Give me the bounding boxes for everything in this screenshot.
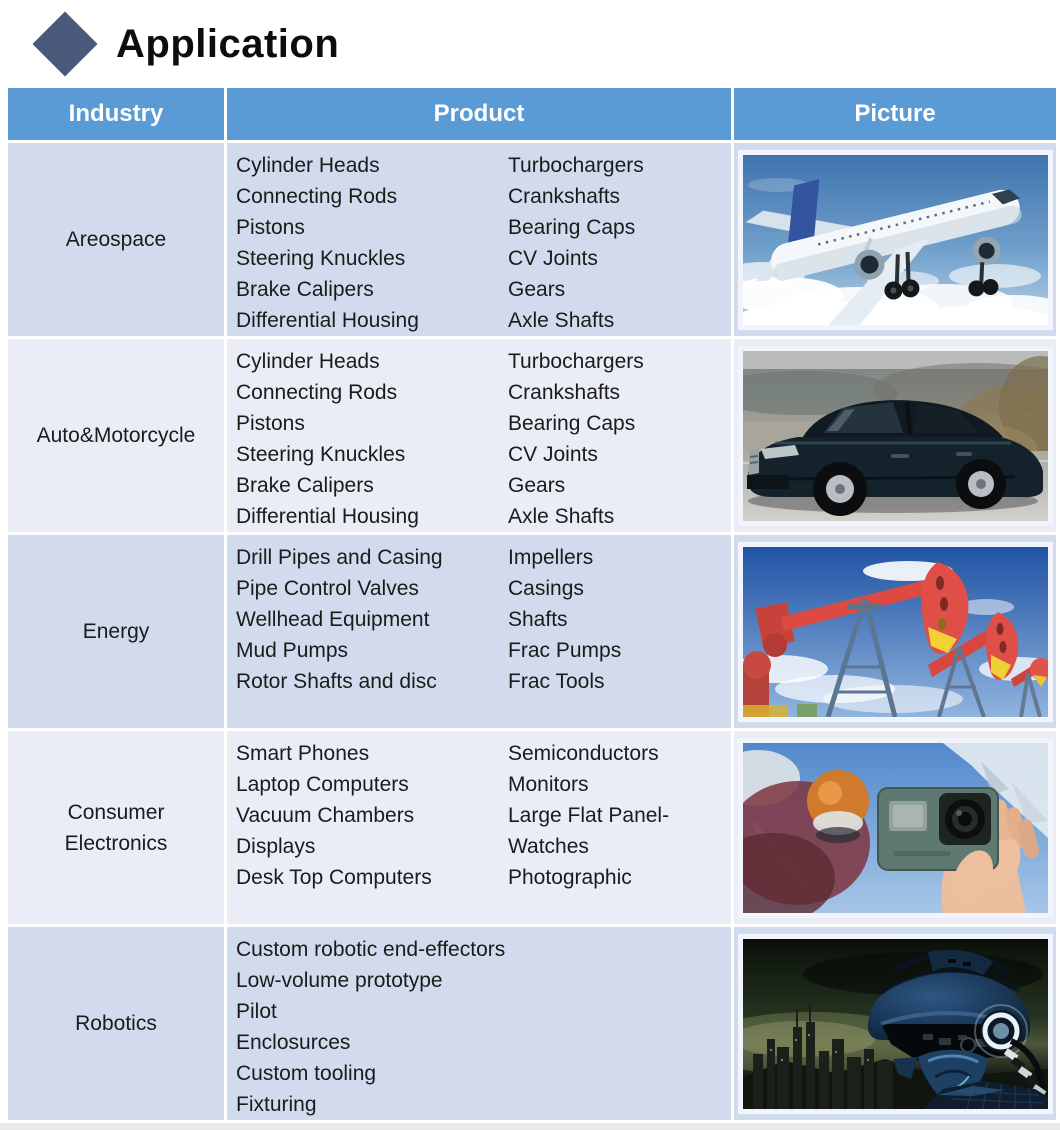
column-header-product: Product xyxy=(227,88,731,140)
product-item: Impellers xyxy=(508,546,594,569)
product-list-col2 xyxy=(508,542,731,728)
product-item: Frac Pumps xyxy=(508,639,622,662)
product-item: Low-volume prototype xyxy=(236,969,443,992)
product-item: Crankshafts xyxy=(508,185,621,208)
table-row xyxy=(8,927,1056,1120)
industry-cell: Energy xyxy=(8,535,224,728)
picture-cell xyxy=(734,535,1056,728)
product-item: Photographic xyxy=(508,866,632,889)
product-item: Pipe Control Valves xyxy=(236,577,419,600)
bottom-strip xyxy=(0,1123,1060,1130)
industry-cell: Consumer Electronics xyxy=(8,731,224,924)
action-camera-image xyxy=(738,738,1053,918)
product-item: Displays xyxy=(236,835,316,858)
product-item: Casings xyxy=(508,577,584,600)
picture-cell xyxy=(734,143,1056,336)
product-item: Cylinder Heads xyxy=(236,350,380,373)
product-item: Differential Housing xyxy=(236,505,419,528)
industry-cell: Areospace xyxy=(8,143,224,336)
products-cell xyxy=(227,731,731,924)
car-image xyxy=(738,346,1053,526)
column-header-industry: Industry xyxy=(8,88,224,140)
product-item: Frac Tools xyxy=(508,670,605,693)
product-item: Watches xyxy=(508,835,589,858)
product-item: Wellhead Equipment xyxy=(236,608,430,631)
product-item: Cylinder Heads xyxy=(236,154,380,177)
product-item: Brake Calipers xyxy=(236,474,374,497)
product-item: Shafts xyxy=(508,608,568,631)
products-cell xyxy=(227,143,731,336)
product-item: Crankshafts xyxy=(508,381,621,404)
page-title: Application xyxy=(116,21,340,66)
product-item: Bearing Caps xyxy=(508,412,636,435)
product-list-col1 xyxy=(236,150,508,336)
product-item: Enclosurces xyxy=(236,1031,351,1054)
product-item: CV Joints xyxy=(508,443,598,466)
table-row xyxy=(8,731,1056,924)
products-cell xyxy=(227,927,731,1120)
product-item: Pistons xyxy=(236,216,305,239)
product-item: Custom tooling xyxy=(236,1062,377,1085)
product-item: Mud Pumps xyxy=(236,639,349,662)
product-item: Axle Shafts xyxy=(508,309,615,332)
product-list-col2 xyxy=(508,934,731,1120)
product-item: Turbochargers xyxy=(508,350,644,373)
product-list-col2 xyxy=(508,150,731,336)
product-list-col1 xyxy=(236,738,508,924)
product-item: Turbochargers xyxy=(508,154,644,177)
product-item: Semiconductors xyxy=(508,742,659,765)
product-item: CV Joints xyxy=(508,247,598,270)
product-item: Axle Shafts xyxy=(508,505,615,528)
application-table xyxy=(8,88,1056,1120)
title-bar xyxy=(0,0,1060,88)
product-item: Desk Top Computers xyxy=(236,866,432,889)
products-cell xyxy=(227,535,731,728)
industry-cell: Auto&Motorcycle xyxy=(8,339,224,532)
product-item: Differential Housing xyxy=(236,309,419,332)
product-item: Drill Pipes and Casing xyxy=(236,546,443,569)
product-item: Custom robotic end-effectors xyxy=(236,938,506,961)
product-list-col1 xyxy=(236,934,508,1120)
product-item: Steering Knuckles xyxy=(236,247,406,270)
column-header-picture: Picture xyxy=(734,88,1056,140)
robot-head-image xyxy=(738,934,1053,1114)
product-list-col1 xyxy=(236,542,508,728)
product-item: Laptop Computers xyxy=(236,773,409,796)
product-item: Smart Phones xyxy=(236,742,370,765)
picture-cell xyxy=(734,339,1056,532)
table-row xyxy=(8,143,1056,336)
product-item: Large Flat Panel- xyxy=(508,804,670,827)
product-item: Pistons xyxy=(236,412,305,435)
oil-pumpjacks-image xyxy=(738,542,1053,722)
product-item: Fixturing xyxy=(236,1093,317,1116)
product-item: Rotor Shafts and disc xyxy=(236,670,437,693)
product-item: Monitors xyxy=(508,773,589,796)
product-item: Pilot xyxy=(236,1000,277,1023)
product-list-col2 xyxy=(508,346,731,532)
table-row xyxy=(8,535,1056,728)
airplane-image xyxy=(738,150,1053,330)
product-item: Connecting Rods xyxy=(236,185,398,208)
product-list-col2 xyxy=(508,738,731,924)
diamond-icon xyxy=(32,11,97,76)
product-list-col1 xyxy=(236,346,508,532)
picture-cell xyxy=(734,731,1056,924)
product-item: Steering Knuckles xyxy=(236,443,406,466)
table-header-row xyxy=(8,88,1056,140)
product-item: Brake Calipers xyxy=(236,278,374,301)
product-item: Connecting Rods xyxy=(236,381,398,404)
industry-cell: Robotics xyxy=(8,927,224,1120)
product-item: Gears xyxy=(508,278,566,301)
products-cell xyxy=(227,339,731,532)
product-item: Bearing Caps xyxy=(508,216,636,239)
product-item: Gears xyxy=(508,474,566,497)
table-row xyxy=(8,339,1056,532)
picture-cell xyxy=(734,927,1056,1120)
product-item: Vacuum Chambers xyxy=(236,804,415,827)
